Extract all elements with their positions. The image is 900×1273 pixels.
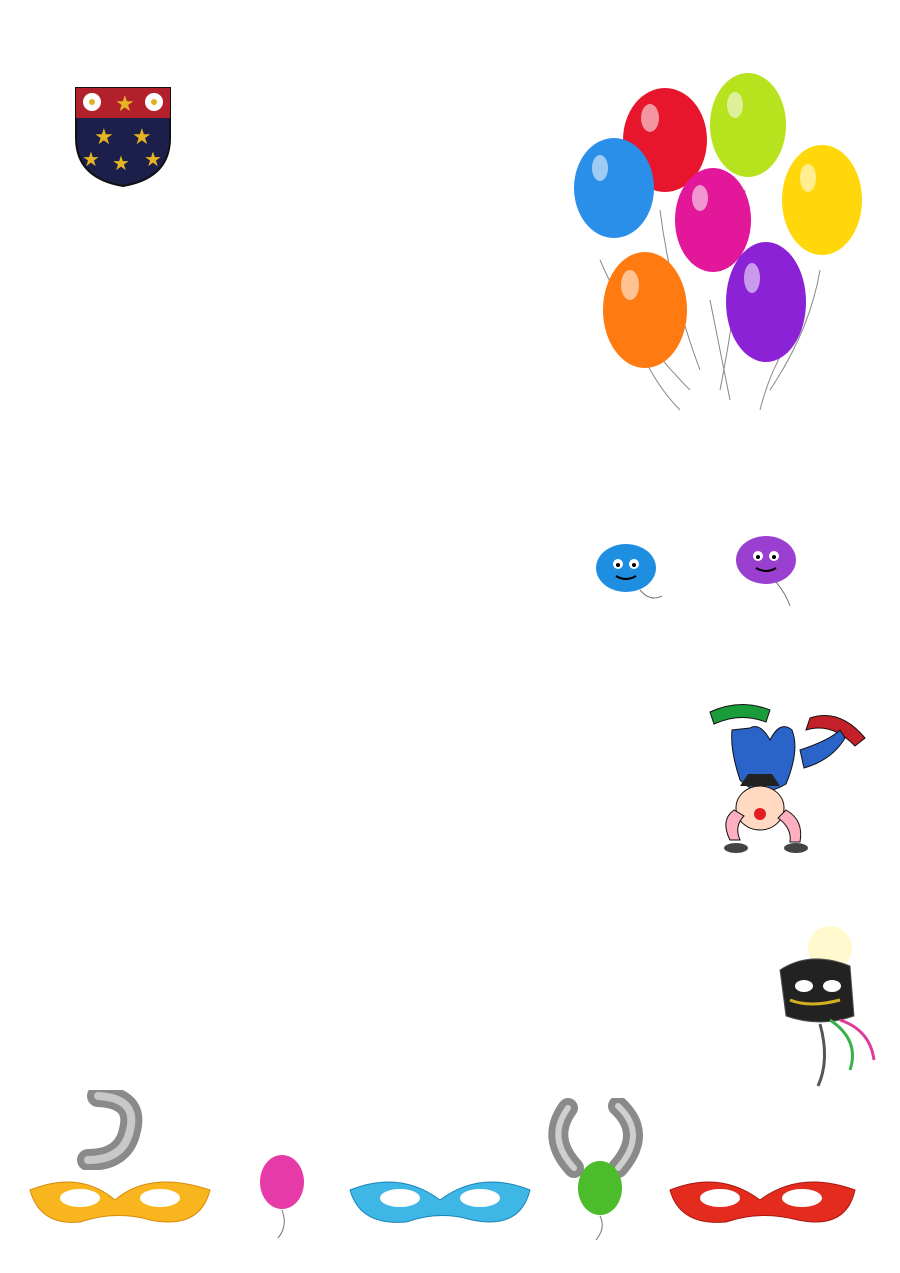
top-bunting bbox=[0, 4, 900, 64]
svg-text:★: ★ bbox=[82, 147, 100, 171]
svg-text:★: ★ bbox=[132, 125, 152, 150]
bottom-masks-row bbox=[20, 1150, 880, 1240]
balloon-cluster-illustration bbox=[570, 70, 870, 420]
clown-illustration bbox=[700, 690, 870, 860]
svg-text:★: ★ bbox=[144, 147, 162, 171]
left-decoration-strip bbox=[4, 140, 46, 1170]
svg-text:★: ★ bbox=[115, 92, 135, 117]
smiley-balloons-row bbox=[120, 862, 680, 952]
carnival-mask-illustration bbox=[770, 920, 880, 1090]
svg-text:★: ★ bbox=[94, 125, 114, 150]
smiley-balloons-pair bbox=[590, 530, 810, 610]
svg-text:★: ★ bbox=[112, 151, 130, 175]
coat-of-arms-emblem bbox=[74, 86, 172, 188]
